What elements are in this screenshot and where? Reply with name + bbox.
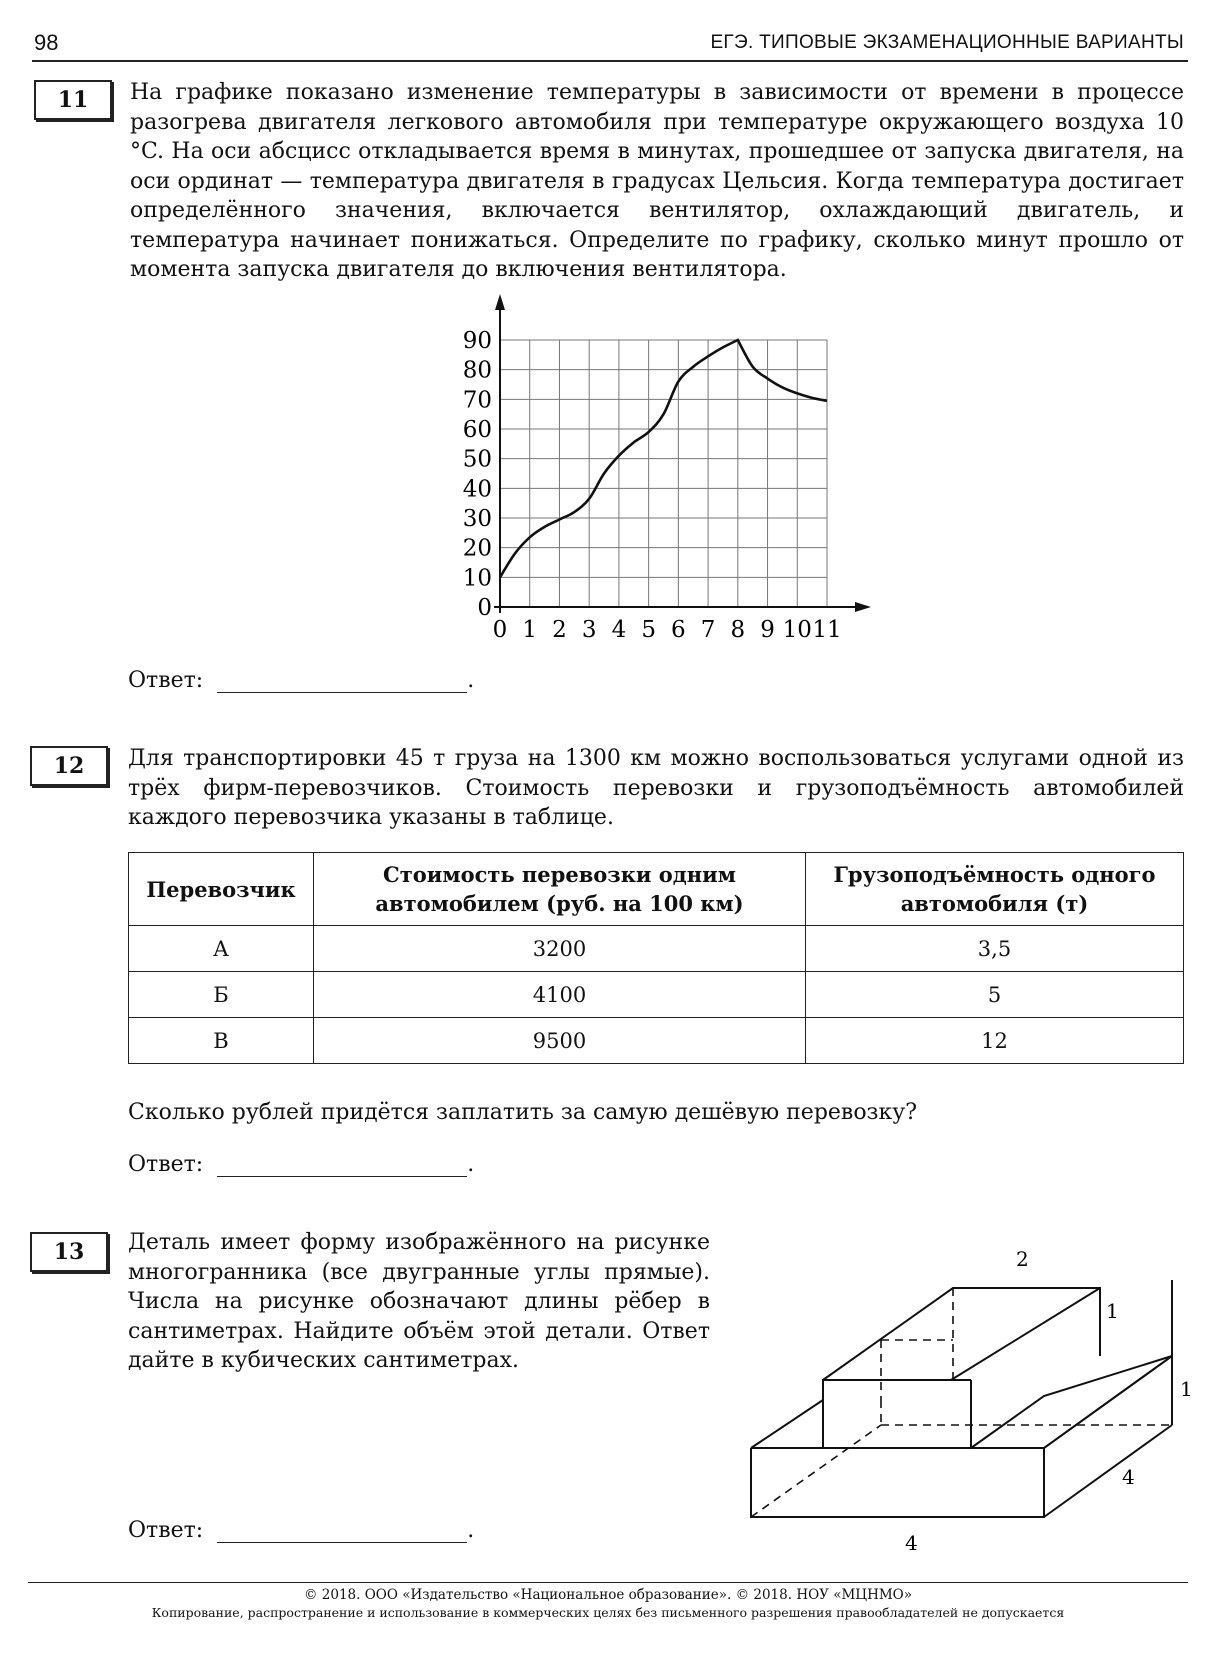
y-tick-label: 70 xyxy=(462,387,492,414)
x-tick-label: 0 xyxy=(492,617,508,643)
chart-axes xyxy=(494,294,871,613)
table-header-capacity: Грузоподъёмность одного автомобиля (т) xyxy=(806,853,1184,926)
y-tick-label: 50 xyxy=(462,446,492,473)
x-tick-label: 5 xyxy=(641,617,656,643)
table-row xyxy=(129,926,1184,972)
task-12-text: Для транспортировки 45 т груза на 1300 км можно воспользоваться услугами одной из трёх фирм-перевозчиков. Стоимость перевозки и грузоподъёмность автомобилей каждого перевозчика указаны в таблице. xyxy=(128,746,1184,830)
answer-label: Ответ: xyxy=(128,668,204,693)
right-step-front xyxy=(1044,1356,1172,1448)
label-front-length: 4 xyxy=(905,1531,918,1555)
y-tick-label: 20 xyxy=(462,535,492,562)
y-tick-label: 30 xyxy=(462,506,492,532)
base-front-face xyxy=(751,1448,1044,1517)
table-cell: 12 xyxy=(806,1018,1184,1064)
table-header-cost: Стоимость перевозки одним автомобилем (руб. на 100 км) xyxy=(314,853,806,926)
table-row xyxy=(129,1018,1184,1064)
table-cell: 4100 xyxy=(314,972,806,1018)
y-tick-label: 0 xyxy=(477,595,492,621)
temperature-chart xyxy=(0,290,1216,650)
x-tick-label: 2 xyxy=(552,617,567,643)
answer-field[interactable] xyxy=(217,1154,467,1177)
label-tall-height: 1 xyxy=(1106,1299,1119,1323)
running-title: ЕГЭ. ТИПОВЫЕ ЭКЗАМЕНАЦИОННЫЕ ВАРИАНТЫ xyxy=(710,32,1184,53)
answer-field[interactable] xyxy=(217,1520,467,1543)
task-12-question: Сколько рублей придётся заплатить за самую дешёвую перевозку? xyxy=(128,1100,918,1125)
left-step-edges xyxy=(751,1380,951,1448)
tall-block-top-back xyxy=(823,1288,1100,1380)
label-step-height: 1 xyxy=(1180,1377,1193,1401)
tall-block-top-front-diag xyxy=(951,1288,1100,1380)
x-tick-label: 9 xyxy=(760,617,775,643)
table-row xyxy=(129,972,1184,1018)
x-tick-label: 10 xyxy=(782,617,812,643)
copyright-footer xyxy=(28,1582,1188,1621)
x-tick-label: 3 xyxy=(581,617,597,643)
table-cell: А xyxy=(129,926,314,972)
x-tick-label: 4 xyxy=(611,617,627,643)
table-cell: 3200 xyxy=(314,926,806,972)
footer-line-1: © 2018. ООО «Издательство «Национальное образование». © 2018. НОУ «МЦНМО» xyxy=(304,1587,912,1603)
table-header-row xyxy=(129,853,1184,926)
left-step-diag xyxy=(751,1400,823,1448)
task-12-answer: Ответ: . xyxy=(128,1152,475,1177)
label-depth: 4 xyxy=(1122,1465,1135,1489)
right-step-top xyxy=(971,1356,1172,1448)
base-bottom-right-edge xyxy=(1044,1425,1172,1517)
x-tick-label: 7 xyxy=(700,617,716,643)
y-axis-arrow xyxy=(495,294,505,310)
y-tick-label: 90 xyxy=(462,328,492,354)
table-cell: 3,5 xyxy=(806,926,1184,972)
label-top-width: 2 xyxy=(1016,1247,1029,1271)
page-header xyxy=(32,26,1188,62)
y-tick-label: 10 xyxy=(462,565,492,592)
table-cell: 5 xyxy=(806,972,1184,1018)
chart-x-tick-labels xyxy=(493,617,842,643)
table-cell: Б xyxy=(129,972,314,1018)
page-number: 98 xyxy=(34,30,59,55)
table-cell: В xyxy=(129,1018,314,1064)
x-tick-label: 1 xyxy=(522,617,538,643)
chart-y-tick-labels xyxy=(463,328,492,621)
x-tick-label: 11 xyxy=(812,617,842,643)
table-header-carrier: Перевозчик xyxy=(129,853,314,926)
x-axis-arrow xyxy=(855,602,871,612)
answer-label: Ответ: xyxy=(128,1518,204,1543)
task-12-number: 12 xyxy=(30,746,108,786)
task-13-number: 13 xyxy=(30,1232,108,1272)
answer-field[interactable] xyxy=(217,670,467,693)
task-13-text: Деталь имеет форму изображённого на рисунке многогранника (все двугранные углы прямые). Числа на рисунке обозначают длины рёбер в сантиметрах. Найдите объём этой детали. Ответ дайте в кубических сантиметрах. xyxy=(128,1230,710,1373)
answer-label: Ответ: xyxy=(128,1152,204,1177)
task-11-text: На графике показано изменение температуры в зависимости от времени в процессе разогрева двигателя легкового автомобиля при температуре окружающего воздуха 10 °C. На оси абсцисс откладывается время в минутах, прошедшее от запуска двигателя, на оси ординат — температура двигателя в градусах Цельсия. Когда температура достигает определённого значения, включается вентилятор, охлаждающий двигатель, и температура начинает понижаться. Определите по графику, сколько минут прошло от момента запуска двигателя до включения вентилятора. xyxy=(130,80,1184,282)
chart-grid xyxy=(500,340,827,607)
footer-line-2: Копирование, распространение и использование в коммерческих целях без письменного разрешения правообладателей не допускается xyxy=(151,1605,1065,1620)
task-11-answer: Ответ: . xyxy=(128,668,475,693)
task-11-number: 11 xyxy=(34,80,112,120)
carriers-table xyxy=(128,852,1184,1064)
task-13-answer: Ответ: . xyxy=(128,1518,475,1543)
x-tick-label: 6 xyxy=(671,617,686,643)
polyhedron-figure xyxy=(730,1236,1210,1566)
x-tick-label: 8 xyxy=(730,617,746,643)
table-cell: 9500 xyxy=(314,1018,806,1064)
y-tick-label: 40 xyxy=(462,476,492,503)
y-tick-label: 60 xyxy=(462,417,492,443)
y-tick-label: 80 xyxy=(462,357,492,384)
